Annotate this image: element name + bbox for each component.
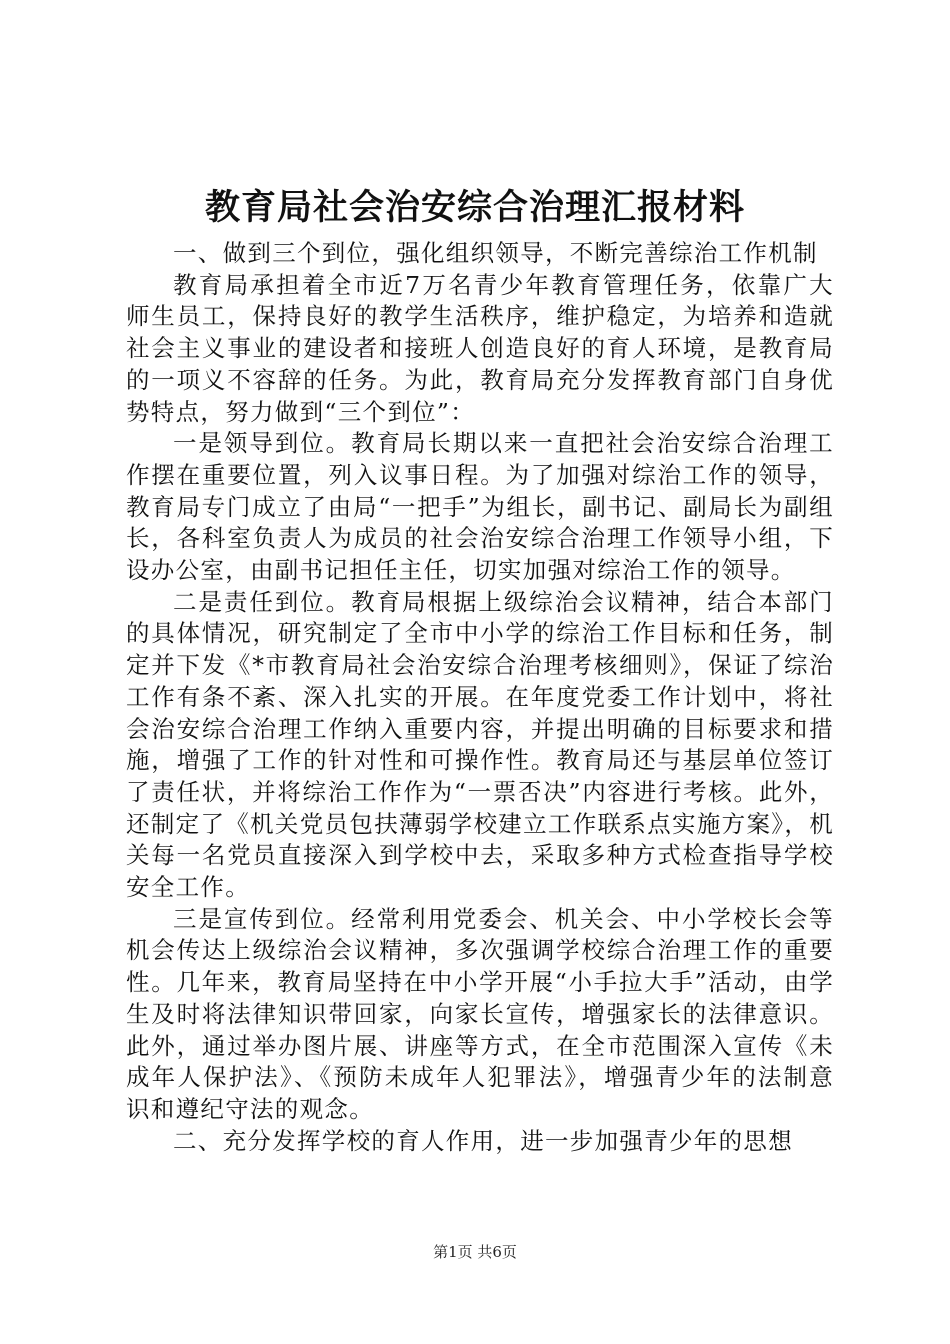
- section-heading-2: 二、充分发挥学校的育人作用，进一步加强青少年的思想: [173, 1126, 793, 1155]
- paragraph-publicity: 三是宣传到位。经常利用党委会、机关会、中小学校长会等机会传达上级综治会议精神，多次强调学校综合治理工作的重要性。几年来，教育局坚持在中小学开展“小手拉大手”活动，由学生及时将法律知识带回家，向家长宣传，增强家长的法律意识。此外，通过举办图片展、讲座等方式，在全市范围深入宣传《未成年人保护法》、《预防未成年人犯罪法》，增强青少年的法制意识和遵纪守法的观念。: [126, 904, 834, 1123]
- section-heading-1: 一、做到三个到位，强化组织领导，不断完善综治工作机制: [173, 239, 818, 267]
- paragraph-responsibility: 二是责任到位。教育局根据上级综治会议精神，结合本部门的具体情况，研究制定了全市中小学的综治工作目标和任务，制定并下发《*市教育局社会治安综合治理考核细则》，保证了综治工作有条不紊、深入扎实的开展。在年度党委工作计划中，将社会治安综合治理工作纳入重要内容，并提出明确的目标要求和措施，增强了工作的针对性和可操作性。教育局还与基层单位签订了责任状，并将综治工作作为“一票否决”内容进行考核。此外，还制定了《机关党员包扶薄弱学校建立工作联系点实施方案》，机关每一名党员直接深入到学校中去，采取多种方式检查指导学校安全工作。: [126, 587, 834, 902]
- paragraph-intro: 教育局承担着全市近7万名青少年教育管理任务，依靠广大师生员工，保持良好的教学生活秩序，维护稳定，为培养和造就社会主义事业的建设者和接班人创造良好的育人环境，是教育局的一项义不容辞的任务。为此，教育局充分发挥教育部门自身优势特点，努力做到“三个到位”：: [126, 270, 834, 426]
- document-body: [126, 238, 834, 1157]
- page-footer: 第1页 共6页: [433, 1243, 517, 1261]
- document-title: 教育局社会治安综合治理汇报材料: [204, 187, 745, 228]
- paragraph-leadership: 一是领导到位。教育局长期以来一直把社会治安综合治理工作摆在重要位置，列入议事日程。为了加强对综治工作的领导，教育局专门成立了由局“一把手”为组长，副书记、副局长为副组长，各科室负责人为成员的社会治安综合治理工作领导小组，下设办公室，由副书记担任主任，切实加强对综治工作的领导。: [126, 429, 834, 585]
